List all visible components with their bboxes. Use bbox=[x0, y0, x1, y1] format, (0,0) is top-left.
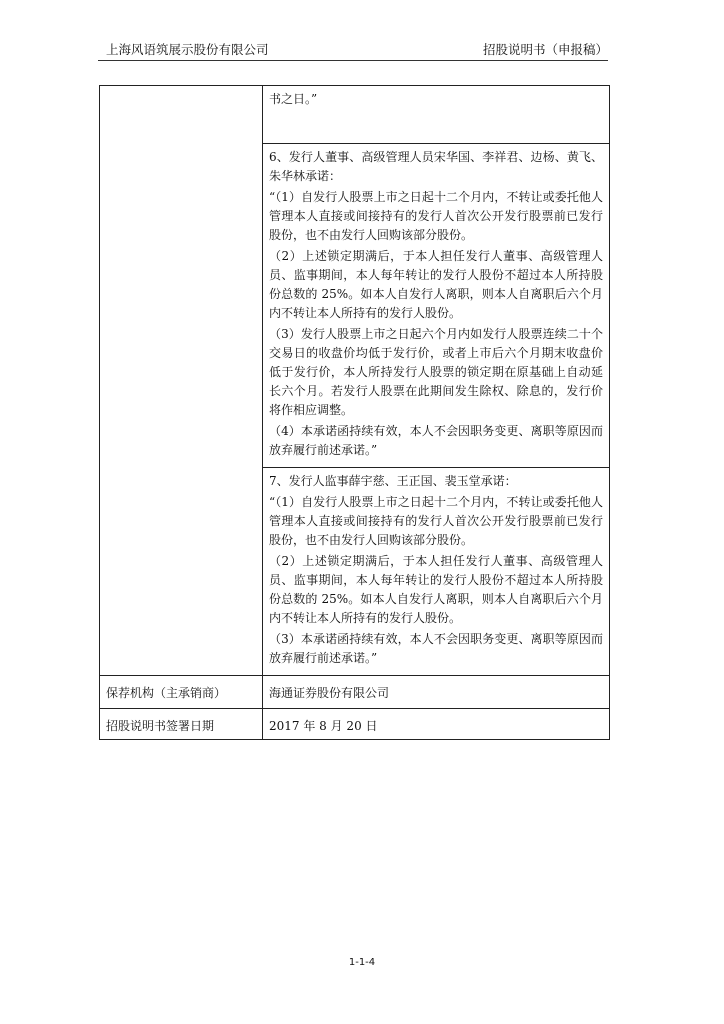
commitment-paragraph: “（1）自发行人股票上市之日起十二个月内，不转让或委托他人管理本人直接或间接持有的发行人首次公开发行股票前已发行股份，也不由发行人回购该部分股份。 bbox=[269, 495, 603, 547]
table-row bbox=[100, 676, 610, 709]
table-row bbox=[100, 86, 610, 144]
continuation-text: 书之日。” bbox=[269, 92, 318, 106]
page-number: 1-1-4 bbox=[348, 957, 376, 968]
commitment-paragraph: （2）上述锁定期满后，于本人担任发行人董事、高级管理人员、监事期间，本人每年转让的发行人股份不超过本人所持股份总数的 25%。如本人自发行人离职，则本人自离职后六个月内不转让本人所持有的发行人股份。 bbox=[269, 554, 603, 625]
section-title: 6、发行人董事、高级管理人员宋华国、李祥君、边杨、黄飞、朱华林承诺： bbox=[269, 150, 603, 183]
commitment-paragraph: （2）上述锁定期满后，于本人担任发行人董事、高级管理人员、监事期间，本人每年转让的发行人股份不超过本人所持股份总数的 25%。如本人自发行人离职，则本人自离职后六个月内不转让本人所持有的发行人股份。 bbox=[269, 249, 603, 320]
signing-date-label: 招股说明书签署日期 bbox=[100, 709, 263, 740]
continuation-cell bbox=[263, 86, 610, 144]
commitment-paragraph: “（1）自发行人股票上市之日起十二个月内，不转让或委托他人管理本人直接或间接持有的发行人首次公开发行股票前已发行股份，也不由发行人回购该部分股份。 bbox=[269, 190, 603, 242]
sponsor-label: 保荐机构（主承销商） bbox=[100, 676, 263, 709]
document-title: 招股说明书（申报稿） bbox=[482, 42, 608, 57]
commitment-paragraph: （3）本承诺函持续有效，本人不会因职务变更、离职等原因而放弃履行前述承诺。” bbox=[269, 632, 603, 665]
page-header bbox=[98, 38, 608, 61]
commitment-section-6 bbox=[263, 144, 610, 468]
section-title: 7、发行人监事薛宇慈、王正国、裴玉堂承诺： bbox=[269, 474, 517, 488]
commitment-section-7 bbox=[263, 468, 610, 676]
signing-date-value: 2017 年 8 月 20 日 bbox=[263, 709, 610, 740]
table-row bbox=[100, 709, 610, 740]
company-name: 上海风语筑展示股份有限公司 bbox=[106, 42, 269, 57]
empty-label-cell bbox=[100, 86, 263, 676]
sponsor-value: 海通证券股份有限公司 bbox=[263, 676, 610, 709]
commitment-paragraph: （3）发行人股票上市之日起六个月内如发行人股票连续二十个交易日的收盘价均低于发行价，或者上市后六个月期末收盘价低于发行价，本人所持发行人股票的锁定期在原基础上自动延长六个月。若发行人股票在此期间发生除权、除息的，发行价将作相应调整。 bbox=[269, 327, 603, 417]
commitments-table bbox=[99, 85, 610, 740]
commitment-paragraph: （4）本承诺函持续有效，本人不会因职务变更、离职等原因而放弃履行前述承诺。” bbox=[269, 424, 603, 457]
